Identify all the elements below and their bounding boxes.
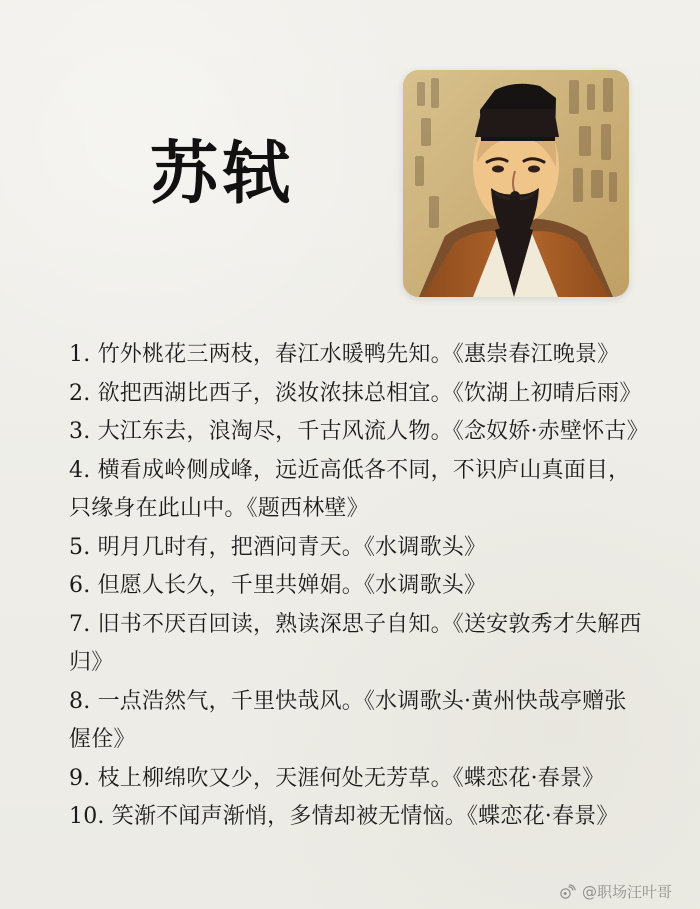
poem-list bbox=[69, 336, 649, 837]
watermark bbox=[558, 883, 672, 901]
list-item: 8. 一点浩然气，千里快哉风。《水调歌头·黄州快哉亭赠张偓佺》 bbox=[69, 688, 627, 752]
watermark-text: @职场汪叶哥 bbox=[581, 882, 672, 901]
list-item: 4. 横看成岭侧成峰，远近高低各不同，不识庐山真面目，只缘身在此山中。《题西林壁》 bbox=[69, 457, 631, 521]
list-item: 2. 欲把西湖比西子，淡妆浓抹总相宜。《饮湖上初晴后雨》 bbox=[69, 380, 642, 406]
list-item: 9. 枝上柳绵吹又少，天涯何处无芳草。《蝶恋花·春景》 bbox=[69, 765, 605, 791]
list-item: 6. 但愿人长久，千里共婵娟。《水调歌头》 bbox=[69, 573, 487, 598]
list-item: 3. 大江东去，浪淘尽，千古风流人物。《念奴娇·赤壁怀古》 bbox=[69, 419, 649, 444]
list-item: 1. 竹外桃花三两枝，春江水暖鸭先知。《惠崇春江晚景》 bbox=[69, 342, 620, 367]
list-item: 5. 明月几时有，把酒问青天。《水调歌头》 bbox=[69, 534, 487, 560]
portrait-image bbox=[403, 70, 629, 297]
list-item: 10. 笑渐不闻声渐悄，多情却被无情恼。《蝶恋花·春景》 bbox=[69, 804, 619, 829]
list-item: 7. 旧书不厌百回读，熟读深思子自知。《送安敦秀才失解西归》 bbox=[69, 611, 642, 675]
page-title: 苏轼 bbox=[150, 134, 295, 214]
weibo-icon bbox=[558, 883, 576, 901]
